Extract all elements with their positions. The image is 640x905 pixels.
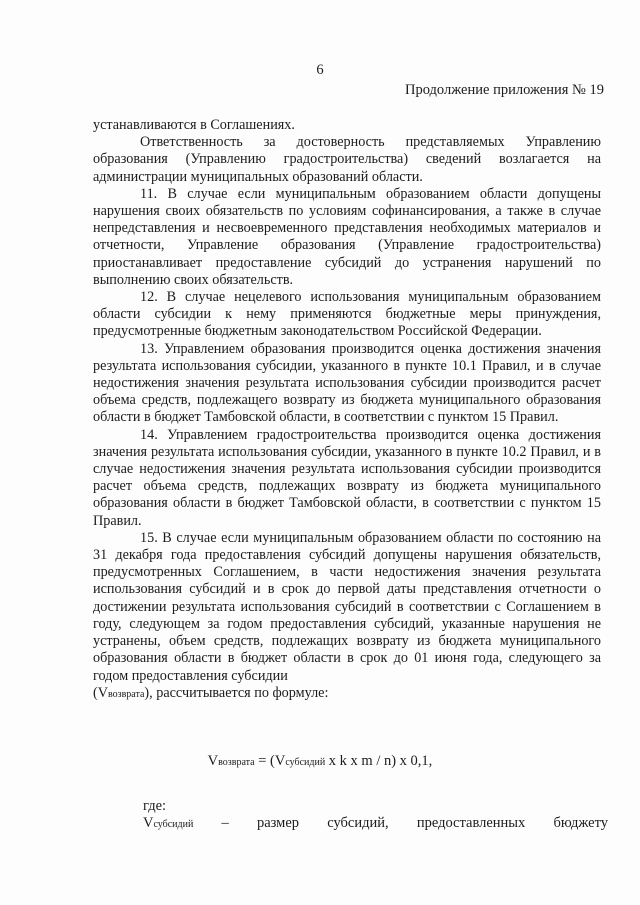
paragraph-0: устанавливаются в Соглашениях. [93, 117, 295, 133]
paragraph-15-tail: (Vвозврата), рассчитывается по формуле: [93, 684, 329, 701]
paragraph-15 [93, 530, 601, 685]
page-number: 6 [316, 62, 324, 78]
document-body [93, 117, 601, 703]
where-label: где: [143, 798, 167, 814]
definition-word-3: бюджету [553, 815, 608, 831]
definition-row [143, 815, 608, 832]
definition-dash: – [221, 815, 229, 831]
paragraph-14: 14. Управлением градостроительства производится оценка достижения значения результата использования субсидии, указанного в пункте 10.2 Правил, и в случае недостижения значения результата использования субсидии производится расчет объема средств, подлежащих возврату из бюджета муниципального образования области в бюджет Тамбовской области, в соответствии с пунктом 15 Правил. [93, 426, 601, 529]
paragraph-responsibility: Ответственность за достоверность представляемых Управлению образования (Управлению градостроительства) сведений возлагается на администрации муниципальных образований области. [93, 134, 601, 185]
paragraph-15-text: 15. В случае если муниципальным образованием области по состоянию на 31 декабря года предоставления субсидий допущены нарушения обязательств, предусмотренных Соглашением, в части недостижения значения результата использования субсидий и в срок до первой даты представления отчетности о достижении результата использования субсидий в соответствии с Соглашением в году, следующем за годом предоставления субсидий, указанные нарушения не устранены, объем средств, подлежащих возврату из бюджета муниципального образования области в бюджет области в срок до 01 июня года, следующего за годом предоставления субсидии [93, 529, 601, 684]
paragraph-11: 11. В случае если муниципальным образованием области допущены нарушения своих обязательств по условиям софинансирования, а также в случае непредставления и несвоевременного представления необходимых материалов и отчетности, Управление образования (Управление градостроительства) приостанавливает предоставление субсидий до устранения нарушений по выполнению своих обязательств. [93, 185, 601, 288]
continuation-header: Продолжение приложения № 19 [405, 82, 604, 98]
paragraph-13: 13. Управлением образования производится оценка достижения значения результата использования субсидии, указанного в пункте 10.1 Правил, и в случае недостижения значения результата использования субсидии производится расчет объема средств, подлежащего возврату из бюджета муниципального образования области в бюджет Тамбовской области, в соответствии с пунктом 15 Правил. [93, 340, 601, 426]
definition-word-2: предоставленных [416, 815, 526, 831]
paragraph-12: 12. В случае нецелевого использования муниципальным образованием области субсидии к нему применяются бюджетные меры принуждения, предусмотренные бюджетным законодательством Российской Федерации. [93, 289, 601, 340]
formula: Vвозврата = (Vсубсидий x k x m / n) x 0,1, [207, 753, 433, 769]
definition-word-0: размер [256, 815, 300, 831]
definition-word-1: субсидий, [327, 815, 389, 831]
definition-symbol: Vсубсидий [143, 815, 194, 831]
